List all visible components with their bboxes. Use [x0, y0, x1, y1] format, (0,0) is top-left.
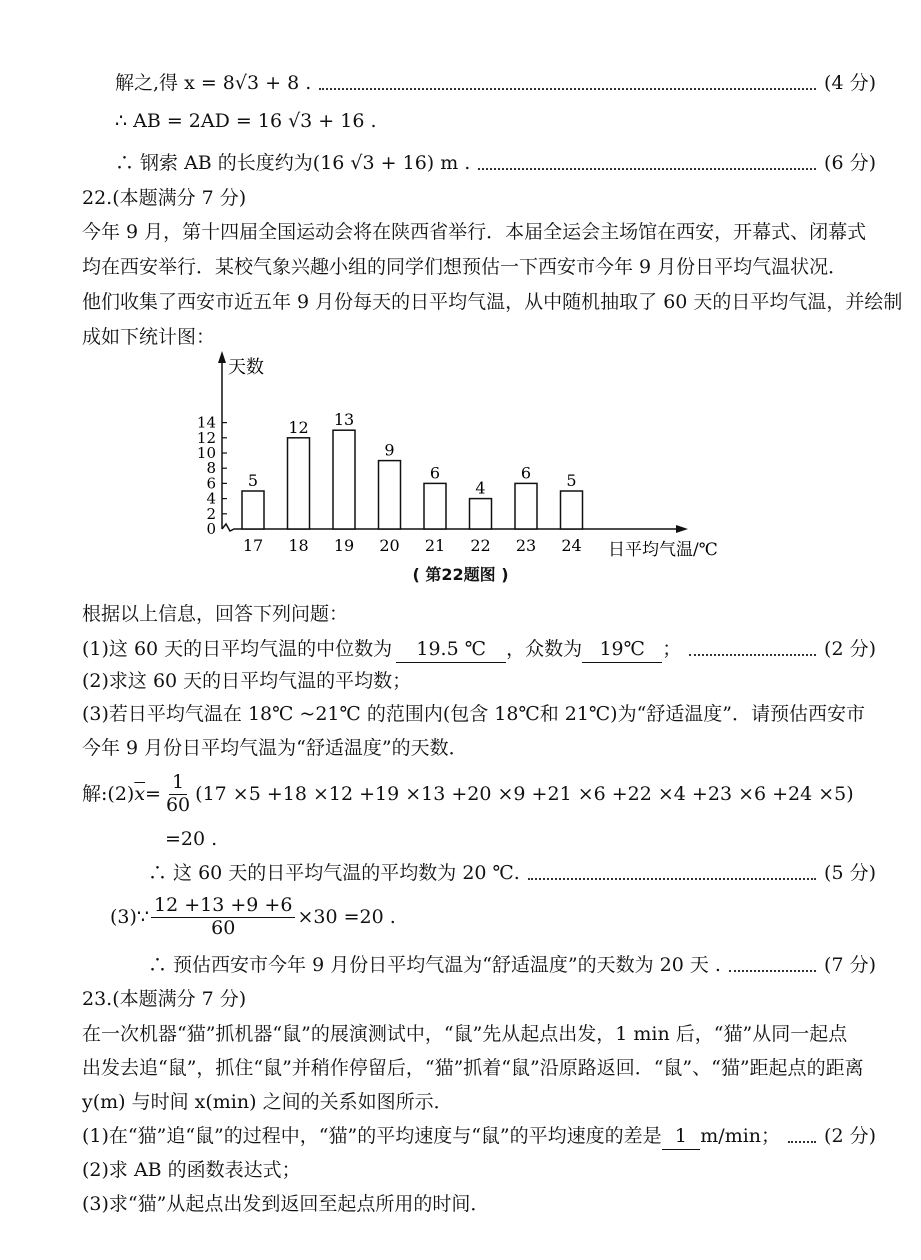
solution-line-3	[0, 146, 921, 180]
bar-20	[379, 461, 401, 529]
leader-dots	[319, 88, 816, 90]
solution-text: (17 ×5 +18 ×12 +19 ×13 +20 ×9 +21 ×6 +22 ×4 +23 ×6 +24 ×5)	[195, 783, 854, 805]
solution-text: ∴ 预估西安市今年 9 月份日平均气温为“舒适温度”的天数为 20 天 .	[148, 954, 721, 976]
score-points: (5 分)	[824, 862, 876, 884]
solution-text: 解:(2)	[82, 783, 135, 805]
bar-22	[470, 499, 492, 529]
bar-value-label: 5	[566, 471, 577, 490]
question-2-line: (2)求这 60 天的日平均气温的平均数；	[82, 670, 412, 692]
figure-caption: ( 第22题图 )	[412, 565, 509, 584]
leader-dots	[689, 654, 816, 656]
bar-value-label: 13	[333, 410, 355, 430]
paragraph-line: 今年 9 月，第十四届全国运动会将在陕西省举行．本届全运会主场馆在西安，开幕式、闭幕式	[82, 221, 867, 243]
answer-median: 19.5 ℃	[396, 636, 506, 663]
paragraph-line: 均在西安举行．某校气象兴趣小组的同学们想预估一下西安市今年 9 月份日平均气温状况．	[82, 256, 848, 278]
x-tick-label: 19	[333, 536, 355, 555]
score-points: (2 分)	[824, 1125, 876, 1147]
question-text: m/min；	[700, 1125, 781, 1147]
score-points: (2 分)	[824, 638, 876, 660]
bar-24	[561, 491, 583, 529]
x-tick-label: 23	[515, 536, 537, 555]
question-23-1-line	[0, 1119, 921, 1153]
leader-dots	[729, 970, 816, 972]
leader-dots	[528, 878, 816, 880]
y-tick-label: 12	[196, 428, 216, 447]
bar-value-label: 5	[247, 471, 259, 490]
solution-mean-formula	[0, 770, 921, 818]
bar-value-label: 9	[384, 440, 395, 460]
bar-18	[288, 438, 310, 529]
question-3-line: (3)若日平均气温在 18℃ ~21℃ 的范围内(包含 18℃和 21℃)为“舒适温度”．请预估西安市	[82, 703, 866, 725]
fraction-numerator: 1	[169, 772, 187, 795]
x-tick-label: 21	[424, 536, 446, 555]
bar-23	[515, 483, 537, 529]
fraction-denominator: 60	[165, 793, 191, 816]
score-points: (4 分)	[824, 72, 876, 94]
question-23-heading: 23.(本题满分 7 分)	[82, 988, 247, 1010]
answer-speed-difference: 1	[662, 1123, 701, 1150]
paragraph-line: 出发去追“鼠”，抓住“鼠”并稍作停留后，“猫”抓着“鼠”沿原路返回．“鼠”、“猫”距起点的距离	[82, 1057, 864, 1079]
bar-value-label: 6	[429, 463, 441, 483]
solution-text: ×30 =20 .	[297, 906, 396, 928]
solution-text: ∴ 这 60 天的日平均气温的平均数为 20 ℃.	[148, 862, 520, 884]
temperature-bar-chart	[180, 345, 760, 560]
y-tick-label: 14	[196, 413, 216, 432]
prompt-line: 根据以上信息，回答下列问题：	[82, 603, 349, 625]
question-23-2-line: (2)求 AB 的函数表达式；	[82, 1159, 301, 1181]
y-axis-arrow	[218, 351, 226, 363]
question-22-heading: 22.(本题满分 7 分)	[82, 187, 247, 209]
solution-text: =	[145, 783, 161, 805]
bar-17	[242, 491, 264, 529]
y-tick-label: 0	[206, 520, 216, 538]
fraction-numerator: 12 +13 +9 +6	[151, 895, 295, 918]
solution-line: =20 .	[165, 828, 218, 850]
bar-value-label: 4	[475, 478, 486, 498]
y-axis-label: 天数	[228, 357, 264, 378]
y-tick-label: 6	[206, 474, 216, 493]
score-points: (6 分)	[824, 152, 876, 174]
solution-text: 解之,得 x = 8√3 + 8 .	[115, 72, 312, 94]
question-text: ；	[662, 638, 682, 660]
paragraph-line: 在一次机器“猫”抓机器“鼠”的展演测试中，“鼠”先从起点出发，1 min 后，“猫”从同一起点	[82, 1023, 848, 1045]
question-text: (1)这 60 天的日平均气温的中位数为	[82, 638, 393, 660]
y-tick-label: 2	[206, 504, 216, 523]
answer-mode: 19℃	[582, 636, 662, 663]
question-23-3-line: (3)求“猫”从起点出发到返回至起点所用的时间．	[82, 1193, 490, 1215]
fraction-denominator: 60	[211, 916, 236, 939]
bar-value-label: 6	[520, 463, 532, 483]
bar-value-label: 12	[288, 417, 309, 437]
x-axis-label: 日平均气温/℃	[608, 540, 718, 560]
question-3-line: 今年 9 月份日平均气温为“舒适温度”的天数．	[82, 737, 468, 759]
paragraph-line: 成如下统计图：	[82, 326, 216, 348]
mean-symbol: $\overline{x}$	[134, 783, 146, 805]
solution-line-2: ∴ AB = 2AD = 16 √3 + 16 .	[115, 110, 377, 132]
x-tick-label: 17	[242, 536, 264, 555]
solution-text: (3)∵	[110, 906, 150, 928]
bar-19	[333, 430, 355, 529]
score-points: (7 分)	[824, 954, 876, 976]
question-1-line	[0, 632, 921, 666]
x-tick-label: 20	[379, 536, 400, 555]
leader-dots	[788, 1141, 816, 1143]
solution-comfort-formula	[0, 893, 921, 941]
y-tick-label: 8	[206, 459, 216, 478]
paragraph-line: y(m) 与时间 x(min) 之间的关系如图所示．	[82, 1091, 453, 1113]
x-tick-label: 18	[288, 536, 309, 555]
y-tick-label: 10	[196, 444, 216, 462]
x-axis-arrow	[676, 525, 688, 533]
x-tick-label: 22	[470, 536, 491, 555]
fraction	[151, 895, 295, 940]
solution-line-1	[0, 66, 921, 100]
question-text: ，众数为	[506, 638, 583, 660]
fraction	[163, 772, 193, 817]
solution-mean-result	[0, 856, 921, 890]
x-tick-label: 24	[561, 536, 582, 555]
leader-dots	[478, 168, 816, 170]
paragraph-line: 他们收集了西安市近五年 9 月份每天的日平均气温，从中随机抽取了 60 天的日平均气温，并绘制	[82, 291, 903, 313]
y-tick-label: 4	[206, 489, 216, 508]
question-text: (1)在“猫”追“鼠”的过程中，“猫”的平均速度与“鼠”的平均速度的差是	[82, 1125, 662, 1147]
solution-comfort-result	[0, 948, 921, 982]
bar-21	[424, 483, 446, 529]
solution-text: ∴ 钢索 AB 的长度约为(16 √3 + 16) m .	[115, 152, 471, 174]
